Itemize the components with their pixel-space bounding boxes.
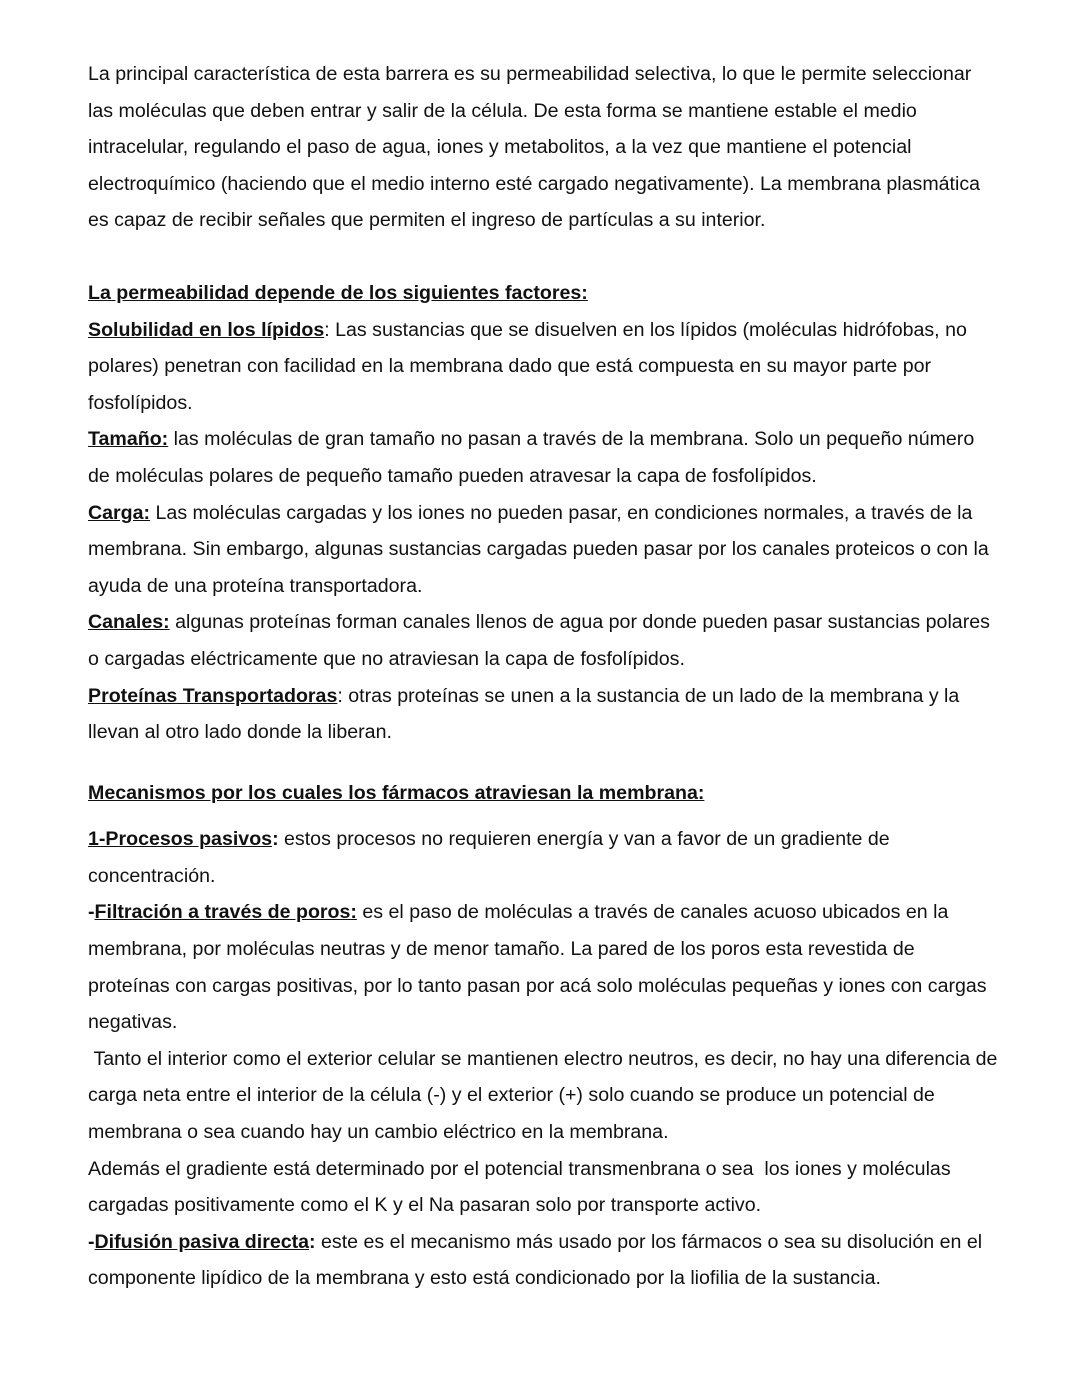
factor-text: Las sustancias que se disuelven en los lípidos (moléculas hidrófobas, no polares) penetran con facilidad en la membrana dado que está compuesta en su mayor parte por fosfolípidos. (88, 318, 967, 414)
factor-term: Canales: (88, 611, 170, 634)
intro-paragraph: La principal característica de esta barrera es su permeabilidad selectiva, lo que le permite seleccionar las moléculas que deben entrar y salir de la célula. De esta forma se mantiene estable el medio intracelular, regulando el paso de agua, iones y metabolitos, a la vez que mantiene el potencial electroquímico (haciendo que el medio interno esté cargado negativamente). La membrana plasmática es capaz de recibir señales que permiten el ingreso de partículas a su interior. (88, 63, 981, 232)
filtration-text: es el paso de moléculas a través de canales acuoso ubicados en la membrana, por moléculas neutras y de menor tamaño. La pared de los poros esta revestida de proteínas con cargas positivas, por lo tanto pasan por acá solo moléculas pequeñas y iones con cargas negativas. (88, 901, 987, 1034)
factor-term: Carga: (88, 501, 151, 524)
diffusion-separator: : (309, 1230, 316, 1253)
diffusion-prefix: - (88, 1230, 95, 1253)
diffusion-paragraph (88, 1224, 998, 1297)
filtration-term: Filtración a través de poros: (94, 901, 357, 924)
factor-term: Tamaño: (88, 428, 169, 451)
passive-text: estos procesos no requieren energía y van a favor de un gradiente de concentración. (88, 828, 890, 887)
factor-separator: : (337, 684, 343, 707)
filtration-prefix: - (88, 901, 95, 924)
diffusion-term: Difusión pasiva directa (94, 1230, 310, 1253)
factor-term: Proteínas Transportadoras (88, 684, 338, 707)
factor-text: algunas proteínas forman canales llenos de agua por donde pueden pasar sustancias polares o cargadas eléctricamente que no atraviesan la capa de fosfolípidos. (88, 611, 990, 670)
filtration-paragraph (88, 894, 998, 1040)
passive-processes-paragraph (88, 821, 998, 894)
electroneutral-paragraph: Tanto el interior como el exterior celular se mantienen electro neutros, es decir, no hay una diferencia de carga neta entre el interior de la célula (-) y el exterior (+) solo cuando se produce un potencial de membrana o sea cuando hay un cambio eléctrico en la membrana. (88, 1047, 1003, 1144)
passive-term: 1-Procesos pasivos (88, 828, 273, 851)
mechanisms-heading: Mecanismos por los cuales los fármacos atraviesan la membrana: (88, 781, 705, 804)
factor-term: Solubilidad en los lípidos (88, 318, 325, 341)
factor-lipid-solubility (88, 312, 998, 422)
factor-separator: : (324, 318, 330, 341)
factor-channels (88, 604, 998, 677)
permeability-heading: La permeabilidad depende de los siguientes factores: (88, 281, 588, 304)
factor-charge (88, 495, 998, 605)
factor-text: otras proteínas se unen a la sustancia de un lado de la membrana y la llevan al otro lado donde la liberan. (88, 684, 960, 744)
factor-text: Las moléculas cargadas y los iones no pueden pasar, en condiciones normales, a través de la membrana. Sin embargo, algunas sustancias cargadas pueden pasar por los canales proteicos o con la ayuda de una proteína transportadora. (88, 501, 989, 597)
diffusion-text: este es el mecanismo más usado por los fármacos o sea su disolución en el componente lipídico de la membrana y esto está condicionado por la liofilia de la sustancia. (88, 1230, 983, 1290)
gradient-paragraph: Además el gradiente está determinado por el potencial transmenbrana o sea los iones y moléculas cargadas positivamente como el K y el Na pasaran solo por transporte activo. (88, 1157, 957, 1217)
factor-text: las moléculas de gran tamaño no pasan a través de la membrana. Solo un pequeño número de moléculas polares de pequeño tamaño pueden atravesar la capa de fosfolípidos. (88, 428, 975, 487)
passive-separator: : (272, 828, 279, 851)
document-page (88, 56, 1003, 1297)
factor-transport-proteins (88, 678, 998, 751)
factor-size (88, 421, 998, 494)
